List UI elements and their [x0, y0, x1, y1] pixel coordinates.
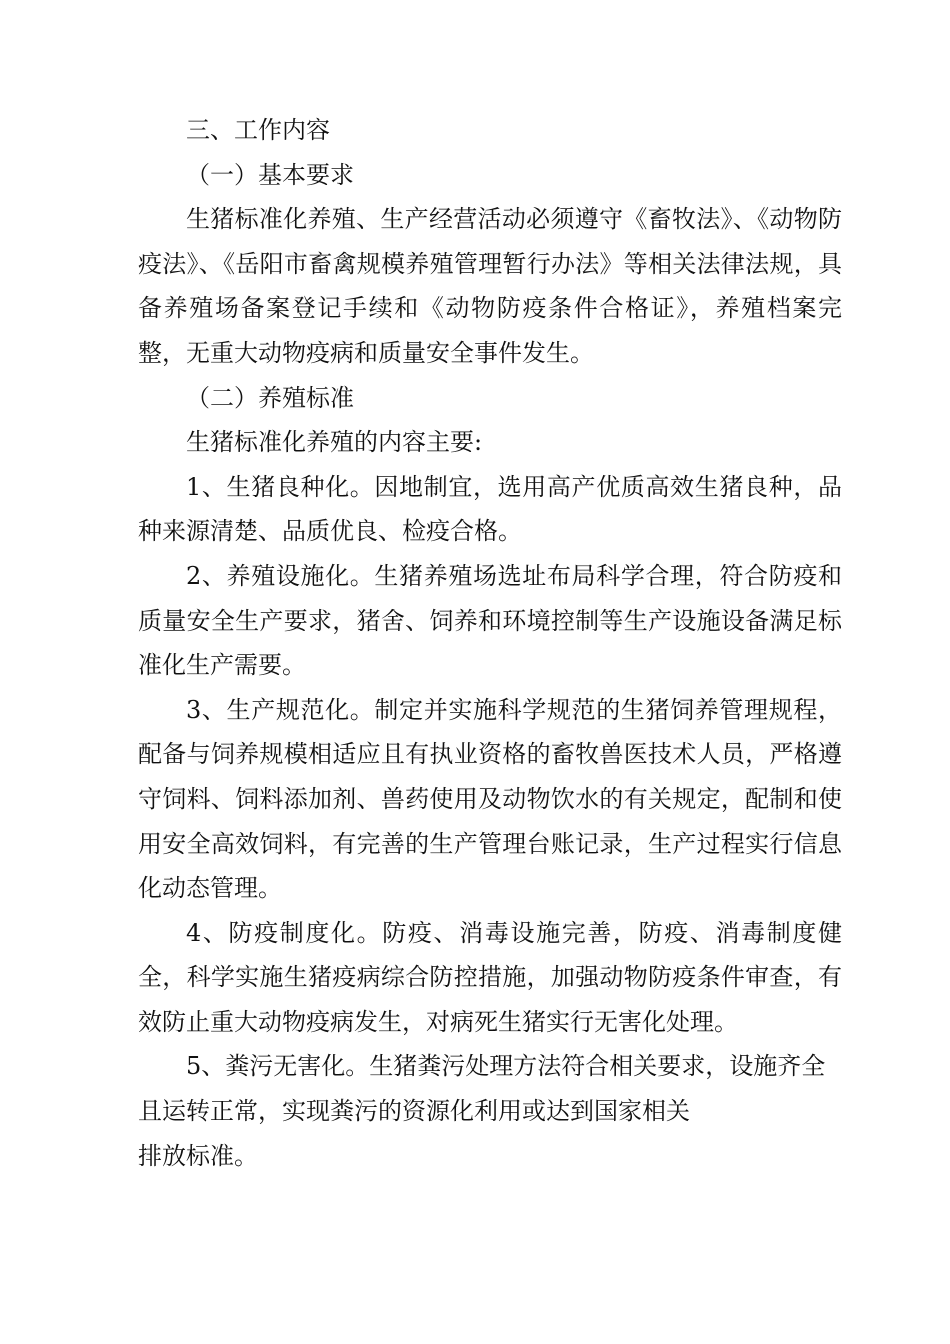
list-item-2: 2、养殖设施化。生猪养殖场选址布局科学合理，符合防疫和质量安全生产要求，猪舍、饲养和环境控制等生产设施设备满足标准化生产需要。	[138, 561, 842, 680]
list-item-5: 5、粪污无害化。生猪粪污处理方法符合相关要求，设施齐全且运转正常，实现粪污的资源化利用或达到国家相关	[138, 1052, 826, 1126]
list-item-3: 3、生产规范化。制定并实施科学规范的生猪饲养管理规程，配备与饲养规模相适应且有执业资格的畜牧兽医技术人员，严格遵守饲料、饲料添加剂、兽药使用及动物饮水的有关规定，配制和使用安全高效饲料，有完善的生产管理台账记录，生产过程实行信息化动态管理。	[138, 695, 842, 903]
paragraph-basic-requirements: 生猪标准化养殖、生产经营活动必须遵守《畜牧法》、《动物防疫法》、《岳阳市畜禽规模养殖管理暂行办法》等相关法律法规，具备养殖场备案登记手续和《动物防疫条件合格证》，养殖档案完整，无重大动物疫病和质量安全事件发生。	[138, 205, 842, 367]
document-body	[138, 108, 842, 1178]
list-item-1: 1、生猪良种化。因地制宜，选用高产优质高效生猪良种，品种来源清楚、品质优良、检疫合格。	[138, 472, 842, 546]
section-heading-work-content: 三、工作内容	[186, 116, 330, 144]
subsection-heading-breeding-standards: （二）养殖标准	[186, 383, 354, 412]
subsection-heading-basic-requirements: （一）基本要求	[186, 160, 354, 189]
paragraph-standards-intro: 生猪标准化养殖的内容主要:	[186, 428, 483, 457]
list-item-4: 4、防疫制度化。防疫、消毒设施完善，防疫、消毒制度健全，科学实施生猪疫病综合防控措施，加强动物防疫条件审查，有效防止重大动物疫病发生，对病死生猪实行无害化处理。	[138, 918, 842, 1036]
list-item-5-continuation: 排放标准。	[138, 1141, 258, 1170]
